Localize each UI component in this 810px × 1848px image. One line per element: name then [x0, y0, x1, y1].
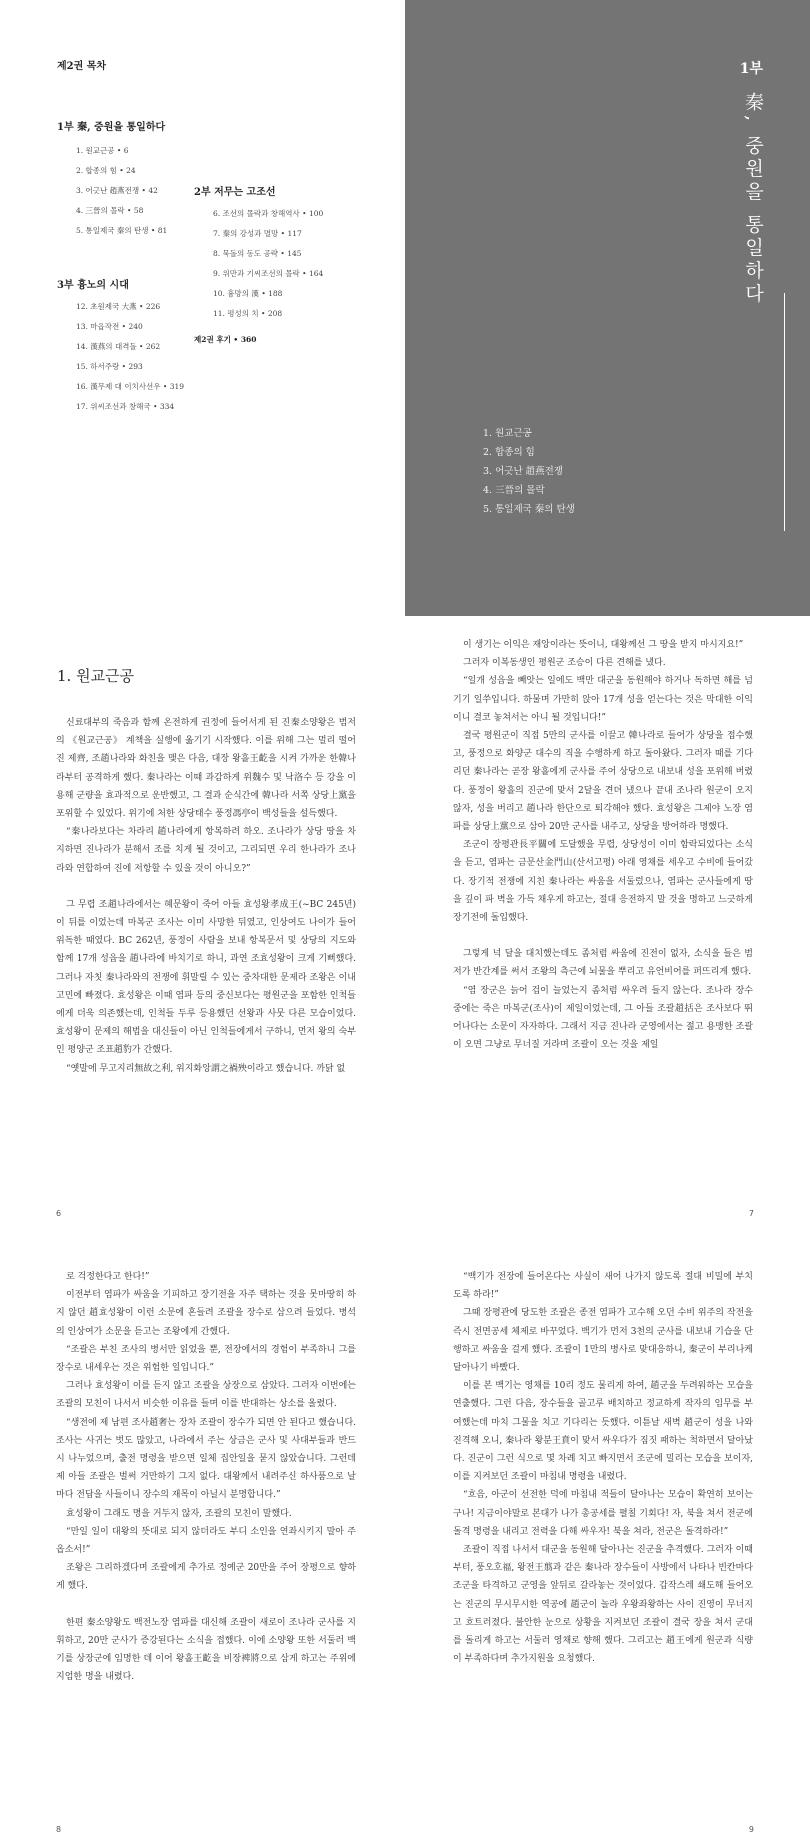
paragraph: 조괄이 직접 나서서 대군을 동원해 달아나는 진군을 추격했다. 그러자 이때부터, 풍오호福, 왕전王翦과 같은 秦나라 장수들이 사방에서 나타나 빈칸마다 조군을 타격하고 군영을 앞뒤로 갈라놓는 것이었다. 갑작스레 쇄도해 들어오는 진군의 무시무시한 역공에 趙군이 놀라 우왕좌왕하는 사이 진영이 무너지고 흐트러졌다. 불안한 눈으로 상황을 지켜보던 조괄이 결국 장을 쳐서 군대를 돌리게 하고는 서둘러 영채로 향해 했다. 그리고는 趙王에게 원군과 식량이 부족하다며 추가지원을 요청했다.: [453, 1545, 753, 1665]
page-number: 8: [56, 1825, 62, 1834]
paragraph: 신료대부의 죽음과 함께 온전하게 권정에 들어서게 된 진秦소양왕은 범저의 《원교근공》 계책을 실행에 옮기기 시작했다. 이를 위해 그는 멀리 떨어진 제齊, 조趙나라와 화친을 맺은 다음, 대장 왕흘王齕을 시켜 가까운 한韓나라부터 공격하게 했다. 秦나라는 이때 과감하게 위魏수 및 낙洛수 등 강을 이용해 군량을 효과적으로 운반했고, 그 결과 순식간에 韓나라 서쪽 상당上黨을 포위할 수 있었다. 위기에 처한 상당태수 풍정馮亭이 백성들을 설득했다.: [56, 718, 356, 820]
toc-item: 15. 하서주랑 • 293: [76, 362, 143, 371]
paragraph: “생전에 제 남편 조사趙奢는 장차 조괄이 장수가 되면 안 된다고 했습니다. 조사는 사귀는 벗도 많았고, 나라에서 주는 상금은 군사 및 사대부들과 반드시 나누었으며, 출전 명령을 받으면 일체 집안일을 묻지 않았습니다. 그런데 제 아들 조괄은 벌써 거만하기 그지 없다. 대왕께서 내려주신 하사품으로 날마다 전답을 사들이니 장수의 재목이 아닐시 분명합니다.”: [56, 1417, 356, 1501]
paragraph: 그 무렵 조趙나라에서는 혜문왕이 죽어 아들 효성왕孝成王(~BC 245년)이 뒤를 이었는데 마복군 조사는 이미 사망한 뒤였고, 인상여도 나이가 들어 위독한 때였다. BC 262년, 풍정이 사람을 보내 항복문서 및 상당의 지도와 함께 17개 성읍을 趙나라에 바치기로 하니, 과연 조효성왕이 크게 기뻐했다. 그러나 자칫 秦나라와의 전쟁에 휘말릴 수 있는 중차대한 문제라 조왕은 이내 고민에 빠졌다. 효성왕은 이때 염파 등의 중신보다는 평원군을 포함한 인척들에게 더욱 의존했는데, 인척들 두루 등용했던 선왕과 사뭇 다른 모습이었다. 효성왕이 문제의 해법을 대신들이 아닌 인척들에게서 구하니, 먼저 왕의 숙부인 평양군 조표趙豹가 간했다.: [56, 899, 356, 1056]
toc-item: 5. 통일제국 秦의 탄생 • 81: [76, 226, 168, 235]
paragraph: 이 생기는 이익은 재앙이라는 뜻이니, 대왕께선 그 땅을 받지 마시지요!”: [463, 640, 744, 650]
toc-item: 17. 위씨조선과 창해국 • 334: [76, 402, 175, 411]
page-7-body: [453, 636, 753, 1054]
page-9: [405, 1232, 810, 1848]
paragraph: “秦나라보다는 차라리 趙나라에게 항복하려 하오. 조나라가 상당 땅을 차지하면 진나라가 분해서 조를 치게 될 것이고, 그리되면 우리 한나라가 조나라와 연합하여 진에 저항할 수 있을 것이 아니오?”: [56, 827, 356, 874]
toc-item: 16. 漢무제 대 이치사선우 • 319: [76, 382, 185, 391]
page-number: 9: [748, 1825, 754, 1834]
paragraph: 결국 평원군이 직접 5만의 군사를 이끌고 韓나라로 들어가 상당을 접수했고, 풍정으로 화양군 대수의 직을 수행하게 하고 돌아왔다. 그러자 때를 기다리던 秦나라는 곧장 왕흘에게 군사를 주어 상당으로 내보내 성을 포위해 버렸다. 풍정이 왕흘의 진군에 맞서 2달을 견뎌 냈으나 끝내 조나라 원군이 오지 않자, 성을 버리고 趙나라 한단으로 퇴각해야 했다. 효성왕은 그제야 노장 염파를 상당上黨으로 삼아 20만 군사를 내주고, 상당을 방어하라 명했다.: [453, 731, 753, 833]
part-chapter-item: 3. 어긋난 趙燕전쟁: [483, 466, 563, 477]
chapter-title: 1. 원교근공: [57, 667, 135, 685]
toc-afterword: 제2권 후기 • 360: [194, 335, 257, 344]
toc-part2-title: 2부 저무는 고조선: [194, 187, 276, 198]
part-number: 1부: [739, 61, 763, 77]
section-gap: [56, 1596, 356, 1614]
part-chapter-item: 4. 三晉의 몰락: [483, 485, 545, 496]
toc-item: 7. 秦의 강성과 멸망 • 117: [213, 229, 302, 238]
toc-part2: [194, 183, 323, 345]
part-title-page: [405, 0, 810, 616]
toc-item: 13. 마읍작전 • 240: [76, 322, 143, 331]
paragraph: “염 장군은 늙어 겁이 늘었는지 좀처럼 싸우려 들지 않는다. 조나라 장수 중에는 죽은 마복군(조사)이 제일이었는데, 그 아들 조괄趙括은 조사보다 뛰어나다는 소문이 자자하다. 그래서 지금 진나라 군영에서는 젊고 용맹한 조괄이 오면 그냥로 무너질 거라며 조괄이 오는 것을 제일: [453, 985, 753, 1051]
paragraph: 그때 장평관에 당도한 조괄은 종전 염파가 고수해 오던 수비 위주의 작전을 즉시 전면공세 체제로 바꾸었다. 백기가 먼저 3천의 군사를 내보내 기습을 단행하고 싸움을 걸게 했다. 조괄이 1만의 병사로 맞대응하니, 秦군이 부리나케 달아나기 바빴다.: [453, 1308, 753, 1374]
toc-item: 1. 원교근공 • 6: [76, 146, 129, 155]
toc-title: 제2권 목차: [57, 61, 107, 72]
paragraph: “조괄은 부친 조사의 병서만 읽었을 뿐, 전장에서의 경험이 부족하니 그를 장수로 내세우는 것은 위험한 일입니다.”: [56, 1344, 356, 1374]
part-chapter-list: [483, 424, 575, 519]
paragraph: 이를 본 백기는 영채를 10리 정도 물리게 하여, 趙군을 두려워하는 모습을 연출했다. 그런 다음, 장수들을 골고루 배치하고 정교하게 작자의 임무를 부여했는데 마치 그물을 치고 기다리는 듯했다. 이튿날 새벽 趙군이 성을 나와 진격해 오니, 秦나라 왕분王賁이 맞서 싸우다가 짐짓 패하는 척하면서 달아났다. 진군이 그런 식으로 몇 차례 치고 빠지면서 조군에 밀리는 모습을 보이자, 이를 지켜보던 조괄이 마침내 명령을 내렸다.: [453, 1381, 753, 1483]
paragraph: 이전부터 염파가 싸움을 기피하고 장기전을 자주 택하는 것을 못마땅히 하지 않던 趙효성왕이 이런 소문에 혼들려 조괄을 장수로 삼으려 들었다. 병석의 인상여가 소문을 듣고는 조왕에게 간했다.: [56, 1290, 356, 1337]
part-title: 秦, 중원을 통일하다: [742, 92, 764, 307]
page-number: 6: [56, 1209, 62, 1218]
page-7: [405, 616, 810, 1232]
toc-item: 11. 평성의 치 • 208: [213, 309, 283, 318]
paragraph: 그러나 효성왕이 이를 듣지 않고 조괄을 상장으로 삼았다. 그러자 이번에는 조괄의 모친이 나서서 비슷한 이유를 들며 이를 반대하는 상소를 올렸다.: [56, 1381, 356, 1410]
part-chapter-item: 2. 합종의 힘: [483, 447, 535, 458]
toc-page: [0, 0, 405, 616]
page-9-body: [453, 1268, 753, 1668]
toc-item: 10. 흉망의 漢 • 188: [213, 289, 283, 298]
toc-item: 6. 조선의 몰락과 창해역사 • 100: [213, 209, 324, 218]
toc-item: 9. 위만과 기씨조선의 몰락 • 164: [213, 269, 324, 278]
page-number: 7: [748, 1209, 754, 1218]
toc-part3-title: 3부 흉노의 시대: [57, 280, 129, 291]
toc-item: 14. 漢燕의 대격돌 • 262: [76, 342, 161, 351]
paragraph: 한편 秦소양왕도 백전노장 염파를 대신해 조괄이 새로이 조나라 군사를 지휘하고, 20만 군사가 증강된다는 소식을 접했다. 이에 소양왕 또한 서둘러 백기를 상장군에 임명한 데 이어 왕흘王齕을 비장裨將으로 삼게 하고는 주위에 지엄한 명을 내렸다.: [56, 1617, 356, 1683]
toc-item: 12. 초원제국 大燕 • 226: [76, 302, 161, 311]
paragraph: 효성왕이 그래도 명을 거두지 않자, 조괄의 모친이 말했다.: [66, 1508, 292, 1519]
toc-part1: [57, 118, 167, 241]
page-8: [0, 1232, 405, 1848]
paragraph: 그러자 이복동생인 평원군 조승이 다른 견해를 냈다.: [463, 658, 666, 669]
paragraph: 조군이 장평관長平關에 도달했을 무렵, 상당성이 이미 함락되었다는 소식을 듣고, 염파는 금문산金門山(산서고평) 아래 영채를 세우고 수비에 들어갔다. 장기적 전쟁에 지친 秦나라는 싸움을 서둘렀으나, 염파는 군사들에게 땅을 깊이 파 벽을 가득 채우게 하고는, 절대 응전하지 말 것을 명하고 느긋하게 장기전에 돌입했다.: [453, 840, 753, 924]
paragraph: 로 걱정한다고 한다!”: [66, 1272, 150, 1282]
page-8-body: [56, 1268, 356, 1686]
paragraph: “일개 성읍을 빼앗는 일에도 백만 대군을 동원해야 하거나 독하면 해를 넘기기 일쑤입니다. 하물며 가만히 앉아 17개 성을 얻는다는 것은 막대한 이익이니 결코 놓쳐서는 아니 될 것입니다!”: [453, 676, 753, 723]
toc-item: 3. 어긋난 趙燕전쟁 • 42: [76, 186, 158, 195]
part-chapter-item: 1. 원교근공: [483, 428, 532, 439]
paragraph: “흐음, 아군이 선전한 덕에 마침내 적들이 달아나는 모습이 확연히 보이는구나! 지금이야말로 본대가 나가 총공세를 펼칠 기회다! 자, 북을 쳐서 전군에 돌격 명령을 내리고 전력을 다해 싸우자! 북을 쳐라, 전군은 돌격하라!”: [453, 1490, 753, 1537]
paragraph: 조왕은 그리하겠다며 조괄에게 추가로 정예군 20만을 주어 장평으로 향하게 했다.: [56, 1563, 356, 1592]
toc-item: 8. 묵돌의 동도 공략 • 145: [213, 249, 302, 258]
toc-part1-title: 1부 秦, 중원을 통일하다: [57, 122, 166, 133]
toc-item: 4. 三晉의 몰락 • 58: [76, 206, 144, 215]
paragraph: “만일 일이 대왕의 뜻대로 되지 않더라도 부디 소인을 연좌시키지 말아 주옵소서!”: [56, 1526, 356, 1556]
part-divider: [784, 293, 785, 531]
part-chapter-item: 5. 통일제국 秦의 탄생: [483, 504, 575, 515]
page-6-body: [56, 714, 356, 1078]
toc-item: 2. 합종의 힘 • 24: [76, 166, 136, 175]
page-6: [0, 616, 405, 1232]
section-gap: [453, 927, 753, 945]
section-gap: [56, 878, 356, 896]
toc-part3: [57, 276, 184, 417]
paragraph: 그렇게 넉 달을 대치했는데도 좀처럼 싸움에 진전이 없자, 소식을 들은 범저가 반간계를 써서 조왕의 측근에 뇌물을 뿌리고 유언비어를 퍼뜨리게 했다.: [453, 949, 753, 978]
paragraph: “옛말에 무고지리無故之利, 위지화앙謂之禍殃이라고 했습니다. 까닭 없: [66, 1063, 346, 1074]
paragraph: “백기가 전장에 들어온다는 사실이 새어 나가지 않도록 절대 비밀에 부치도록 하라!”: [453, 1272, 753, 1301]
